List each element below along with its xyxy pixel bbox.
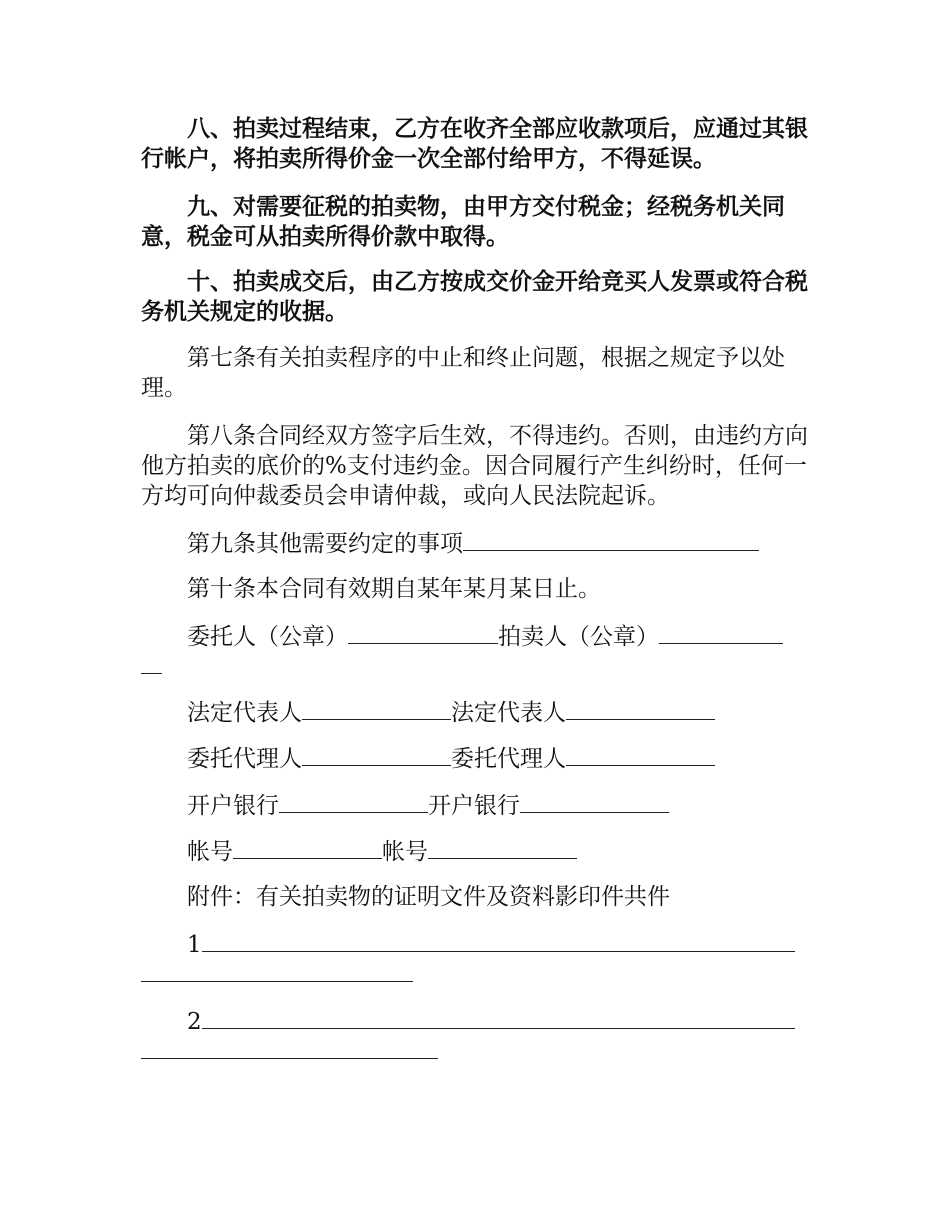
legal-rep-a-blank[interactable] <box>302 697 451 720</box>
account-b-label: 帐号 <box>382 839 428 865</box>
bank-a-label: 开户银行 <box>187 793 279 819</box>
article-7: 第七条有关拍卖程序的中止和终止问题，根据之规定予以处理。 <box>141 345 785 401</box>
article-9: 第九条其他需要约定的事项 <box>187 531 463 557</box>
attachment-item-1 <box>187 929 855 960</box>
account-a-blank[interactable] <box>233 836 382 859</box>
item-1-blank[interactable] <box>202 929 795 952</box>
clause-9: 九、对需要征税的拍卖物，由甲方交付税金；经税务机关同意，税金可从拍卖所得价款中取得。 <box>141 193 785 250</box>
legal-rep-b-label: 法定代表人 <box>451 700 566 726</box>
clause-10: 十、拍卖成交后，由乙方按成交价金开给竞买人发票或符合税务机关规定的收据。 <box>141 268 808 325</box>
clause-8: 八、拍卖过程结束，乙方在收齐全部应收款项后，应通过其银行帐户，将拍卖所得价金一次全部付给甲方，不得延误。 <box>141 115 808 172</box>
agent-b-label: 委托代理人 <box>451 746 566 772</box>
bank-line <box>187 790 855 821</box>
legal-rep-b-blank[interactable] <box>566 697 715 720</box>
agent-b-blank[interactable] <box>566 743 715 766</box>
seal-blank-continuation <box>141 673 162 674</box>
legal-rep-line <box>187 697 855 728</box>
seal-line <box>187 621 855 652</box>
client-seal-label: 委托人（公章） <box>187 624 348 650</box>
account-a-label: 帐号 <box>187 839 233 865</box>
attachment-heading: 附件：有关拍卖物的证明文件及资料影印件共件 <box>187 884 670 910</box>
client-seal-blank[interactable] <box>348 621 498 644</box>
item-1-number: 1 <box>187 932 202 958</box>
article-9-blank[interactable] <box>463 528 759 551</box>
bank-b-blank[interactable] <box>520 790 669 813</box>
legal-rep-a-label: 法定代表人 <box>187 700 302 726</box>
item-1-continuation <box>141 981 413 982</box>
article-9-line <box>187 528 855 559</box>
agent-line <box>187 743 855 774</box>
account-line <box>187 836 855 867</box>
item-2-continuation <box>141 1058 438 1059</box>
agent-a-blank[interactable] <box>302 743 451 766</box>
item-2-number: 2 <box>187 1009 202 1035</box>
article-8: 第八条合同经双方签字后生效，不得违约。否则，由违约方向他方拍卖的底价的%支付违约金。因合同履行产生纠纷时，任何一方均可向仲裁委员会申请仲裁，或向人民法院起诉。 <box>141 423 808 509</box>
article-10: 第十条本合同有效期自某年某月某日止。 <box>187 576 601 602</box>
bank-a-blank[interactable] <box>279 790 428 813</box>
item-2-blank[interactable] <box>202 1006 795 1029</box>
attachment-item-2 <box>187 1006 855 1037</box>
bank-b-label: 开户银行 <box>428 793 520 819</box>
account-b-blank[interactable] <box>428 836 577 859</box>
auctioneer-seal-label: 拍卖人（公章） <box>498 624 659 650</box>
auctioneer-seal-blank[interactable] <box>659 621 783 644</box>
agent-a-label: 委托代理人 <box>187 746 302 772</box>
